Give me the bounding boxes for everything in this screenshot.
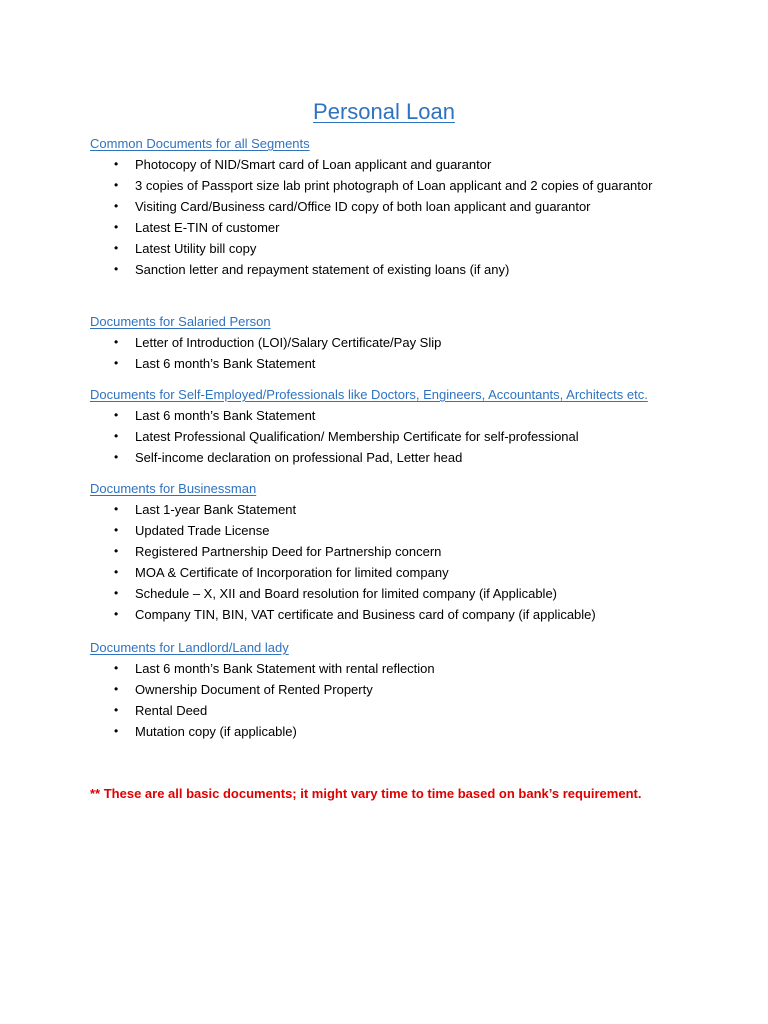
list-item: • Rental Deed xyxy=(90,700,675,721)
list-item: • MOA & Certificate of Incorporation for limited company xyxy=(90,562,675,583)
bullet-icon: • xyxy=(114,408,119,422)
list-item: • Letter of Introduction (LOI)/Salary Certificate/Pay Slip xyxy=(90,332,675,353)
bullet-icon: • xyxy=(114,157,119,171)
section-common-documents xyxy=(90,133,730,280)
document-list xyxy=(90,405,730,468)
bullet-icon: • xyxy=(114,523,119,537)
list-item: • Mutation copy (if applicable) xyxy=(90,721,675,742)
section-landlord xyxy=(90,637,730,742)
bullet-icon: • xyxy=(114,607,119,621)
list-item: • Company TIN, BIN, VAT certificate and Business card of company (if applicable) xyxy=(90,604,675,625)
document-list xyxy=(90,499,730,625)
list-item: • Photocopy of NID/Smart card of Loan applicant and guarantor xyxy=(90,154,675,175)
bullet-icon: • xyxy=(114,356,119,370)
list-item: • Latest E-TIN of customer xyxy=(90,217,675,238)
bullet-icon: • xyxy=(114,199,119,213)
bullet-icon: • xyxy=(114,682,119,696)
document-list xyxy=(90,154,730,280)
bullet-icon: • xyxy=(114,661,119,675)
bullet-icon: • xyxy=(114,565,119,579)
bullet-icon: • xyxy=(114,502,119,516)
bullet-icon: • xyxy=(114,335,119,349)
bullet-icon: • xyxy=(114,178,119,192)
section-self-employed xyxy=(90,384,730,468)
disclaimer-note: ** These are all basic documents; it might vary time to time based on bank’s requirement. xyxy=(90,786,642,801)
bullet-icon: • xyxy=(114,429,119,443)
list-item: • Last 1-year Bank Statement xyxy=(90,499,675,520)
list-item: • Sanction letter and repayment statement of existing loans (if any) xyxy=(90,259,675,280)
bullet-icon: • xyxy=(114,703,119,717)
list-item: • Last 6 month’s Bank Statement xyxy=(90,405,675,426)
bullet-icon: • xyxy=(114,262,119,276)
list-item: • Visiting Card/Business card/Office ID copy of both loan applicant and guarantor xyxy=(90,196,675,217)
bullet-icon: • xyxy=(114,544,119,558)
section-heading: Documents for Salaried Person xyxy=(90,314,271,329)
list-item: • Latest Professional Qualification/ Membership Certificate for self-professional xyxy=(90,426,675,447)
bullet-icon: • xyxy=(114,241,119,255)
list-item: • Latest Utility bill copy xyxy=(90,238,675,259)
list-item: • Last 6 month’s Bank Statement xyxy=(90,353,675,374)
bullet-icon: • xyxy=(114,586,119,600)
section-salaried-person xyxy=(90,311,730,374)
section-heading: Documents for Self-Employed/Professionals like Doctors, Engineers, Accountants, Architects etc. xyxy=(90,387,648,402)
list-item: • Updated Trade License xyxy=(90,520,675,541)
list-item: • Registered Partnership Deed for Partnership concern xyxy=(90,541,675,562)
section-heading: Common Documents for all Segments xyxy=(90,136,310,151)
bullet-icon: • xyxy=(114,220,119,234)
section-businessman xyxy=(90,478,730,625)
list-item: • Last 6 month’s Bank Statement with rental reflection xyxy=(90,658,675,679)
section-heading: Documents for Landlord/Land lady xyxy=(90,640,289,655)
page-title: Personal Loan xyxy=(313,99,455,124)
bullet-icon: • xyxy=(114,724,119,738)
list-item: • Ownership Document of Rented Property xyxy=(90,679,675,700)
list-item: • 3 copies of Passport size lab print photograph of Loan applicant and 2 copies of guarantor xyxy=(90,175,675,196)
document-list xyxy=(90,332,730,374)
list-item: • Schedule – X, XII and Board resolution for limited company (if Applicable) xyxy=(90,583,675,604)
bullet-icon: • xyxy=(114,450,119,464)
section-heading: Documents for Businessman xyxy=(90,481,257,496)
document-list xyxy=(90,658,730,742)
list-item: • Self-income declaration on professional Pad, Letter head xyxy=(90,447,675,468)
